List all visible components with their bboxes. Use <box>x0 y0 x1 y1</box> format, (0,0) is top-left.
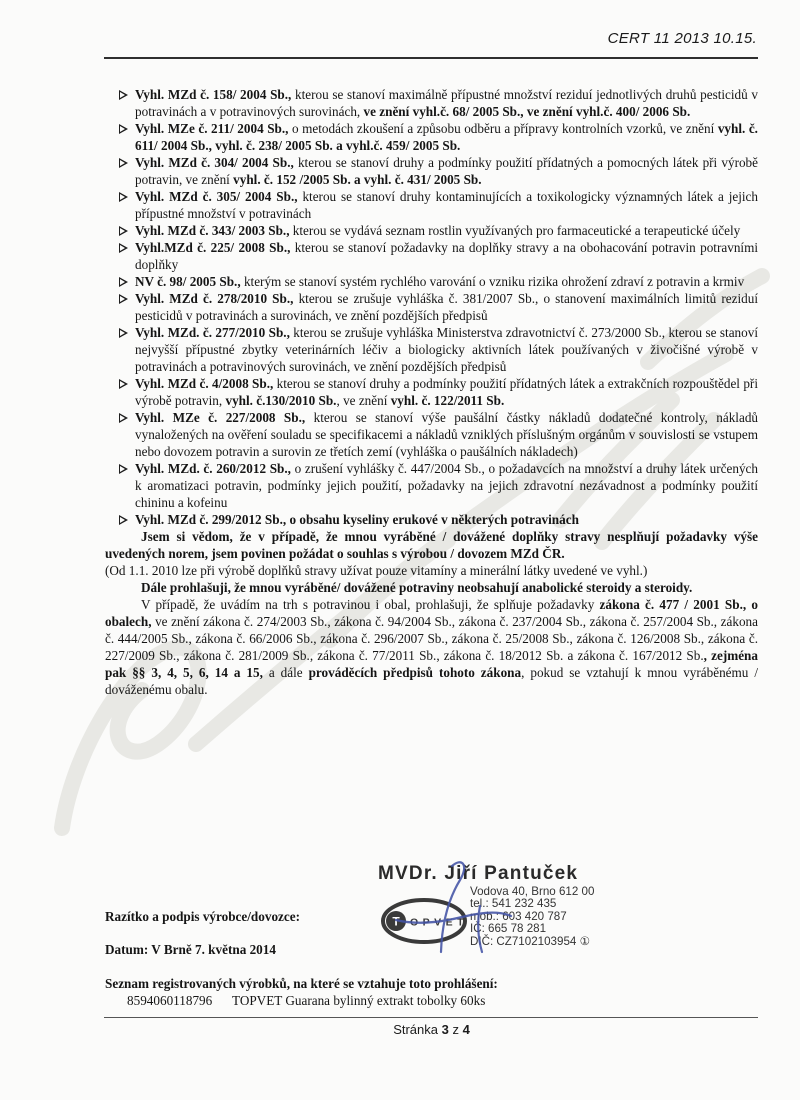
regulation-item <box>105 86 758 120</box>
stamp-signature-label: Razítko a podpis výrobce/dovozce: <box>105 909 300 924</box>
regulation-text: Vyhl. MZd. č. 277/2010 Sb., kterou se zrušuje vyhláška Ministerstva zdravotnictví č. 273/2000 Sb., kterou se stanoví nejvyšší přípustné zbytky veterinárních léčiv a biologicky aktivních látek používaných v živočišné výrobě v potravinách a potravinových surovinách, ve znění pozdějších předpisů <box>135 325 759 374</box>
topvet-logo-initial: T <box>392 914 400 929</box>
date-line: Datum: V Brně 7. května 2014 <box>105 942 276 957</box>
regulation-item <box>105 460 758 511</box>
bullet-arrow-icon <box>119 243 128 253</box>
product-ean: 8594060118796 <box>127 993 213 1008</box>
regulation-item <box>105 188 758 222</box>
document-code: CERT 11 2013 10.15. <box>607 30 757 47</box>
regulation-text: Vyhl. MZe č. 227/2008 Sb., kterou se stanoví výše paušální částky nákladů dodatečné kontroly, nákladů vynaložených na ověření souladu se specifikacemi a nákladů vzniklých příslušným orgánům v souvislosti se vstupem nebo dovozem potravin a surovin ze třetích zemí (vyhláška o paušálních nákladech) <box>135 410 759 459</box>
declaration-supplements-note: (Od 1.1. 2010 lze při výrobě doplňků stravy užívat pouze vitamíny a minerální látky uvedené ve vyhl.) <box>105 563 648 578</box>
regulation-text: Vyhl. MZd č. 158/ 2004 Sb., kterou se stanoví maximálně přípustné množství reziduí jednotlivých druhů pesticidů v potravinách a v potravinových surovinách, ve znění vyhl.č. 68/ 2005 Sb., ve znění vyhl.č. 400/ 2006 Sb. <box>135 87 758 119</box>
regulation-text: NV č. 98/ 2005 Sb., kterým se stanoví systém rychlého varování o vzniku rizika ohrožení zdraví z potravin a krmiv <box>135 274 745 289</box>
regulation-text: Vyhl. MZd č. 278/2010 Sb., kterou se zrušuje vyhláška č. 381/2007 Sb., o stanovení maximálních limitů reziduí pesticidů v potravinách a surovinách, ve znění pozdějších předpisů <box>135 291 758 323</box>
regulation-item <box>105 511 758 528</box>
bullet-cell <box>105 188 135 222</box>
stamp-mobile: mob.: 603 420 787 <box>470 909 567 923</box>
bullet-cell <box>105 511 135 528</box>
stamp-phone: tel.: 541 232 435 <box>470 897 557 911</box>
stamp-company-id: IČ: 665 78 281 <box>470 922 547 936</box>
bullet-arrow-icon <box>119 124 128 134</box>
topvet-logo-letters: OPVET <box>410 916 469 929</box>
bullet-arrow-icon <box>119 379 128 389</box>
bullet-arrow-icon <box>119 515 128 525</box>
stamp-address: Vodova 40, Brno 612 00 <box>470 885 595 898</box>
bullet-cell <box>105 154 135 188</box>
bullet-arrow-icon <box>119 158 128 168</box>
bullet-cell <box>105 324 135 375</box>
bullet-arrow-icon <box>119 277 128 287</box>
regulation-text: Vyhl. MZd č. 4/2008 Sb., kterou se stanoví druhy a podmínky použití přídatných látek a extrakčních rozpouštědel při výrobě potravin, vyhl. č.130/2010 Sb., ve znění vyhl. č. 122/2011 Sb. <box>135 376 758 408</box>
regulation-item <box>105 290 758 324</box>
declaration-steroids: Dále prohlašuji, že mnou vyráběné/ dovážené potraviny neobsahují anabolické steroidy a steroidy. <box>141 580 693 595</box>
bullet-arrow-icon <box>119 328 128 338</box>
bullet-arrow-icon <box>119 192 128 202</box>
regulation-item <box>105 409 758 460</box>
bullet-arrow-icon <box>119 294 128 304</box>
registered-products-label: Seznam registrovaných výrobků, na které se vztahuje toto prohlášení: <box>105 976 498 991</box>
bullet-cell <box>105 460 135 511</box>
regulation-item <box>105 324 758 375</box>
declaration-supplements: Jsem si vědom, že v případě, že mnou vyráběné / dovážené doplňky stravy nesplňují požadavky výše uvedených norem, jsem povinen požádat o souhlas s výrobou / dovozem MZd ČR. <box>105 529 758 561</box>
document-body <box>105 86 758 698</box>
bullet-cell <box>105 239 135 273</box>
regulation-text: Vyhl. MZd č. 343/ 2003 Sb., kterou se vydává seznam rostlin využívaných pro farmaceutické a terapeutické účely <box>135 223 741 238</box>
bullet-cell <box>105 222 135 239</box>
declaration-packaging: V případě, že uvádím na trh s potravinou i obal, prohlašuji, že splňuje požadavky zákona č. 477 / 2001 Sb., o obalech, ve znění zákona č. 274/2003 Sb., zákona č. 94/2004 Sb., zákona č. 237/2004 Sb., zákona č. 257/2004 Sb., zákona č. 444/2005 Sb., zákona č. 66/2006 Sb., zákona č. 296/2007 Sb., zákona č. 25/2008 Sb., zákona č. 126/2008 Sb., zákona č. 227/2009 Sb., zákona č. 281/2009 Sb., zákona č. 77/2011 Sb., zákona č. 18/2012 Sb. a zákona č. 167/2012 Sb., zejména pak §§ 3, 4, 5, 6, 14 a 15, a dále prováděcích předpisů tohoto zákona, pokud se vztahují k mnou vyráběnému / dováženému obalu. <box>105 597 758 697</box>
bullet-cell <box>105 290 135 324</box>
regulation-text: Vyhl.MZd č. 225/ 2008 Sb., kterou se stanoví požadavky na doplňky stravy a na obohacování potravin potravními doplňky <box>135 240 758 272</box>
footer-rule <box>104 1017 758 1018</box>
bullet-cell <box>105 273 135 290</box>
product-row <box>105 992 758 1009</box>
bullet-arrow-icon <box>119 90 128 100</box>
regulation-item <box>105 273 758 290</box>
bullet-arrow-icon <box>119 413 128 423</box>
bullet-cell <box>105 409 135 460</box>
regulation-text: Vyhl. MZe č. 211/ 2004 Sb., o metodách zkoušení a způsobu odběru a přípravy kontrolních vzorků, ve znění vyhl. č. 611/ 2004 Sb., vyhl. č. 238/ 2005 Sb. a vyhl.č. 459/ 2005 Sb. <box>135 121 758 153</box>
regulation-text: Vyhl. MZd č. 304/ 2004 Sb., kterou se stanoví druhy a podmínky použití přídatných a pomocných látek při výrobě potravin, ve znění vyhl. č. 152 /2005 Sb. a vyhl. č. 431/ 2005 Sb. <box>135 155 758 187</box>
bullet-arrow-icon <box>119 226 128 236</box>
page-number: Stránka 3 z 4 <box>393 1022 470 1037</box>
stamp-person-name: MVDr. Jiří Pantuček <box>378 863 579 884</box>
regulation-text: Vyhl. MZd č. 299/2012 Sb., o obsahu kyseliny erukové v některých potravinách <box>135 512 579 527</box>
bullet-cell <box>105 375 135 409</box>
regulation-text: Vyhl. MZd č. 305/ 2004 Sb., kterou se stanoví druhy kontaminujících a toxikologicky významných látek a jejich přípustné množství v potravinách <box>135 189 758 221</box>
regulation-item <box>105 222 758 239</box>
regulation-item <box>105 375 758 409</box>
stamp-vat-id: DIČ: CZ7102103954 ① <box>470 934 590 948</box>
company-stamp <box>370 850 710 980</box>
registered-products-list <box>105 992 758 1009</box>
bullet-arrow-icon <box>119 464 128 474</box>
regulation-list <box>105 86 758 528</box>
header-rule <box>104 57 758 59</box>
regulation-text: Vyhl. MZd. č. 260/2012 Sb., o zrušení vyhlášky č. 447/2004 Sb., o požadavcích na množství a druhy látek určených k aromatizaci potravin, podmínky jejich použití, požadavky na jejich zdravotní nezávadnost a podmínky použití chininu a kofeinu <box>135 461 758 510</box>
regulation-item <box>105 239 758 273</box>
bullet-cell <box>105 120 135 154</box>
regulation-item <box>105 154 758 188</box>
bullet-cell <box>105 86 135 120</box>
product-name: TOPVET Guarana bylinný extrakt tobolky 60ks <box>232 993 486 1008</box>
regulation-item <box>105 120 758 154</box>
handwritten-signature <box>370 850 710 980</box>
